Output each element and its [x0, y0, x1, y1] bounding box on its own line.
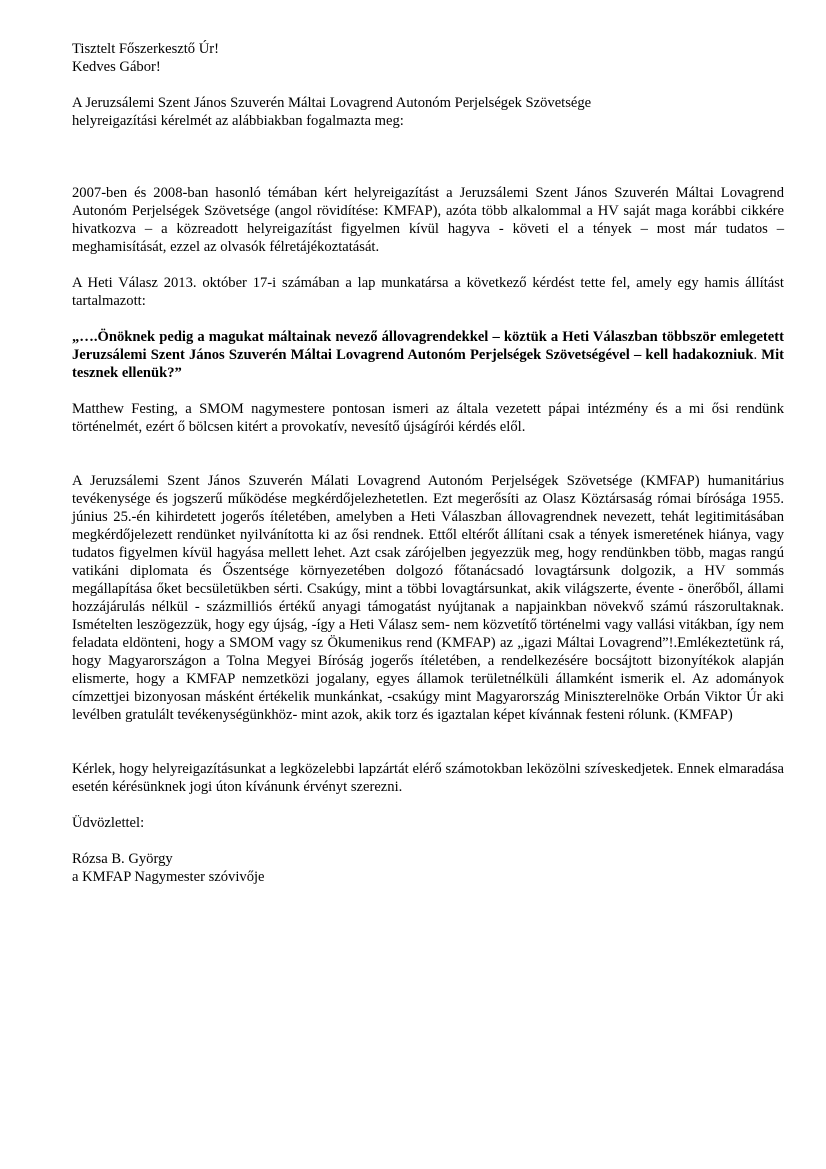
paragraph-2: A Heti Válasz 2013. október 17-i számában a lap munkatársa a következő kérdést tette fel, amely egy hamis állítást tartalmazott:: [72, 275, 784, 309]
paragraph-1: 2007-ben és 2008-ban hasonló témában kért helyreigazítást a Jeruzsálemi Szent János Szuverén Máltai Lovagrend Autonóm Perjelségek Szövetsége (angol rövidítése: KMFAP), azóta több alkalommal a HV saját maga korábbi cikkére hivatkozva – a közreadott helyreigazítást figyelmen kívül hagyva - követi el a tények – most már tudatos – meghamisítását, ezzel az olvasók félretájékoztatását.: [72, 185, 784, 255]
paragraph-3: Matthew Festing, a SMOM nagymestere pontosan ismeri az általa vezetett pápai intézmény és a mi ősi rendünk történelmét, ezért ő bölcsen kitért a provokatív, nevesítő újságírói kérdés elől.: [72, 401, 784, 435]
quoted-question: [72, 328, 784, 382]
paragraph-4: A Jeruzsálemi Szent János Szuverén Málati Lovagrend Autonóm Perjelségek Szövetsége (KMFAP) humanitárius tevékenysége és jogszerű működése megkérdőjelezhetetlen. Ezt megerősíti az Olasz Köztársaság római bírósága 1955. június 25.-én kihirdetett jogerős ítéletében, amelyben a Heti Válaszban állovagrendnek nevezett, tehát legitimitásában megkérdőjelezett rendünket nyilvánította ki az ősi rendnek. Ettől eltérőt állítani csak a tények ismeretének hiánya, vagy tudatos figyelmen kívül hagyása mellett lehet. Azt csak zárójelben jegyezzük meg, hogy rendünkben több, magas rangú vatikáni diplomata és Őszentsége környezetében dolgozó főtanácsadó lovagtársunk dolgozik, a HV sommás megállapítása őket becsületükben sérti. Csakúgy, mint a többi lovagtársunkat, akik világszerte, évente - önerőből, állami hozzájárulás nélkül - százmilliós értékű anyagi támogatást nyújtanak a napjainkban növekvő számú rászorultaknak. Ismételten leszögezzük, hogy egy újság, -így a Heti Válasz sem- nem közvetítő történelmi vagy vallási vitákban, így nem feladata eldönteni, hogy a SMOM vagy sz Ökumenikus rend (KMFAP) az „igazi Máltai Lovagrend”!.Emlékeztetünk rá, hogy Magyarországon a Tolna Megyei Bíróság jogerős ítéletében, a rendelkezésére bocsájtott bizonyítékok alapján elismerte, hogy a KMFAP nemzetközi jogalany, egyes államok területnélküli államként ismerik el. Az adományok címzettjei bizonyosan másként értékelik munkánkat, -csakúgy mint Magyarország Miniszterelnöke Orbán Viktor Úr aki levélben gratulált tevékenységünkhöz- mint azok, akik torz és igaztalan képet kívánnak festeni rólunk. (KMFAP): [72, 473, 784, 723]
salutation-line-1: Tisztelt Főszerkesztő Úr!: [72, 41, 219, 57]
paragraph-5: Kérlek, hogy helyreigazításunkat a legközelebbi lapzártát elérő számotokban leközölni szíveskedjetek. Ennek elmaradása esetén kérésünknek jogi úton kívánunk érvényt szerezni.: [72, 761, 784, 795]
signature-name: Rózsa B. György: [72, 851, 173, 867]
quoted-question-text: „….Önöknek pedig a magukat máltainak nevező állovagrendekkel – köztük a Heti Válaszban többször emlegetett Jeruzsálemi Szent János Szuverén Máltai Lovagrend Autonóm Perjelségek Szövetségével – kell hadakozniuk: [72, 329, 784, 363]
salutation-line-2: Kedves Gábor!: [72, 59, 161, 75]
signature-title: a KMFAP Nagymester szóvivője: [72, 869, 265, 885]
intro-paragraph: A Jeruzsálemi Szent János Szuverén Máltai Lovagrend Autonóm Perjelségek Szövetsége helyreigazítási kérelmét az alábbiakban fogalmazta meg:: [72, 95, 592, 129]
closing: Üdvözlettel:: [72, 815, 145, 831]
quoted-question-end: Mit tesznek ellenük?”: [72, 347, 784, 381]
quoted-question-separator: .: [753, 347, 762, 363]
